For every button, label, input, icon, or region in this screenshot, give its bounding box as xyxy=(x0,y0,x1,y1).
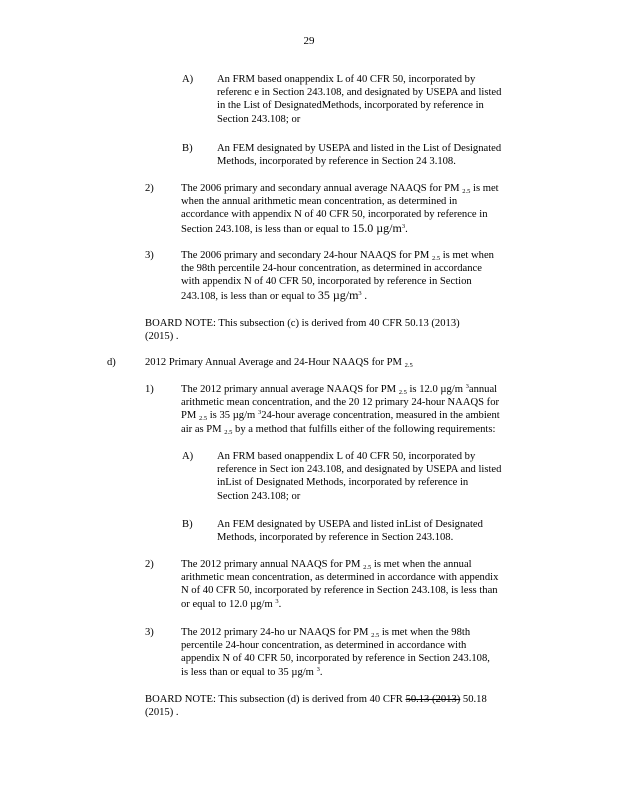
item-label: 2) xyxy=(145,183,154,194)
item-text: An FRM based onappendix L of 40 CFR 50, incorporated by reference in Sect ion 243.108, and designated by USEPA and listed inList of Designated Methods, incorporated by reference in Section 243.108; or xyxy=(217,451,502,502)
struck-citation: 50.13 (2013) xyxy=(405,694,461,705)
item-label: 1) xyxy=(145,384,154,395)
item-text: The 2012 primary annual NAAQS for PM $_{2.5}$ is met when the annual arithmetic mean concentration, as determined in accordance with appendix N of 40 CFR 50, incorporated by reference in Section 243.108, is less than or equal to 12.0 µg/m $^3$. xyxy=(181,559,499,610)
item-label: B) xyxy=(182,143,193,154)
item-label: 3) xyxy=(145,250,154,261)
item-text: The 2006 primary and secondary annual average NAAQS for PM $_{2.5}$ is met when the annual arithmetic mean concentration, as determined in accordance with appendix N of 40 CFR 50, incorporated by reference in Section 243.108, is less than or equal to 15.0 $\mu g/m^3$. xyxy=(181,183,499,235)
section-label: d) xyxy=(107,357,116,368)
page-number: 29 xyxy=(303,35,315,47)
item-text: The 2012 primary 24-ho ur NAAQS for PM $_{2.5}$ is met when the 98th percentile 24-hour concentration, as determined in accordance with appendix N of 40 CFR 50, incorporated by reference in Section 243.108, is less than or equal to 35 µg/m $^3$. xyxy=(181,627,490,678)
item-label: B) xyxy=(182,519,193,530)
item-label: 2) xyxy=(145,559,154,570)
board-note-c: BOARD NOTE: This subsection (c) is derived from 40 CFR 50.13 (2013) (2015) . xyxy=(145,318,460,343)
item-label: A) xyxy=(182,74,194,85)
item-text: An FEM designated by USEPA and listed inList of Designated Methods, incorporated by reference in Section 243.108. xyxy=(217,519,483,544)
item-label: A) xyxy=(182,451,194,462)
item-label: 3) xyxy=(145,627,154,638)
item-text: The 2012 primary annual average NAAQS for PM $_{2.5}$ is 12.0 µg/m $^3$annual arithmetic mean concentration, and the 20 12 primary 24-hour NAAQS for PM $_{2.5}$ is 35 µg/m $^3$24-hour average concentration, measured in the ambient air as PM $_{2.5}$ by a method that fulfills either of the following requirements: xyxy=(181,383,500,436)
item-text: An FEM designated by USEPA and listed in the List of Designated Methods, incorporated by reference in Section 24 3.108. xyxy=(217,143,502,168)
section-title: 2012 Primary Annual Average and 24-Hour NAAQS for PM $_{2.5}$ xyxy=(145,357,413,369)
item-text: An FRM based onappendix L of 40 CFR 50, incorporated by referenc e in Section 243.108, and designated by USEPA and listed in the List of DesignatedMethods, incorporated by reference in Section 243.108; or xyxy=(217,74,502,125)
board-note-d: BOARD NOTE: This subsection (d) is derived from 40 CFR 50.13 (2013) 50.18 (2015) . xyxy=(145,694,487,719)
item-text: The 2006 primary and secondary 24-hour NAAQS for PM $_{2.5}$ is met when the 98th percentile 24-hour concentration, as determined in accordance with appendix N of 40 CFR 50, incorporated by reference in Section 243.108, is less than or equal to 35 $\mu g/m^3$ . xyxy=(181,250,494,302)
